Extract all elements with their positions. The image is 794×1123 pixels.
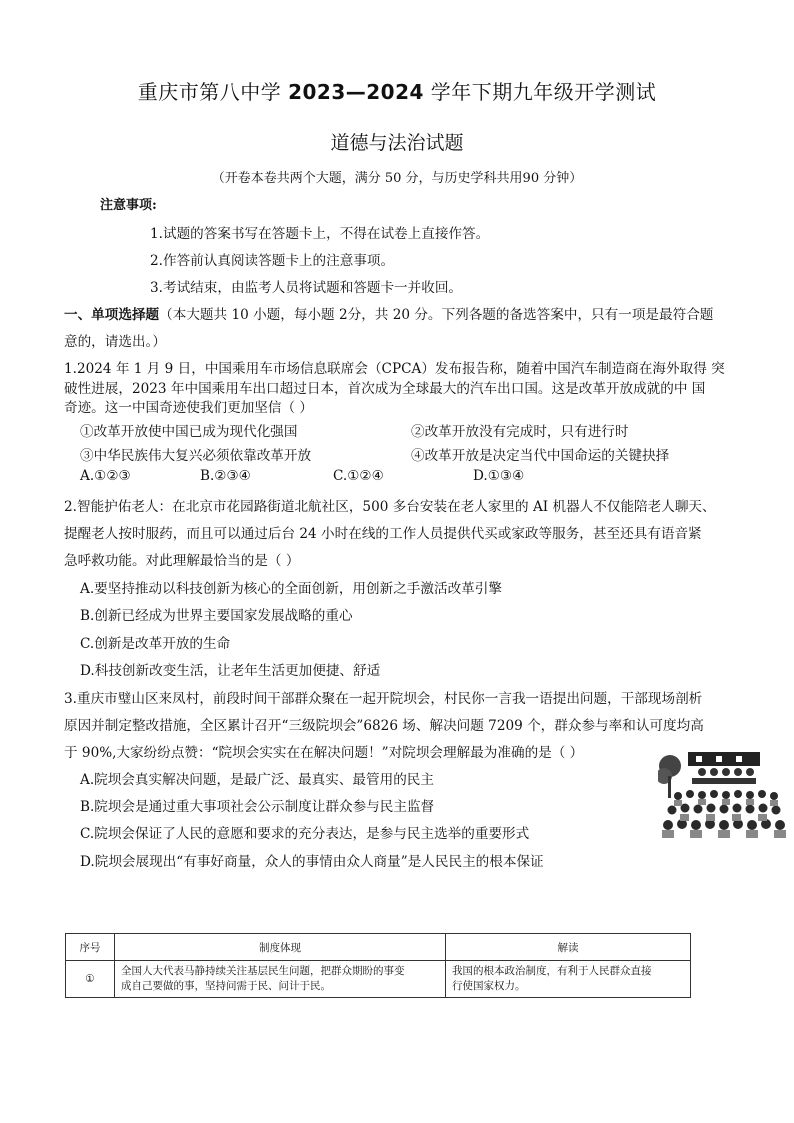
row-number: ① [66, 961, 115, 998]
section-heading: 一、单项选择题 [64, 307, 160, 323]
q3-stem: 于 90%,大家纷纷点赞：“院坝会实实在在解决问题！”对院坝会理解最为准确的是（ ） [64, 745, 584, 761]
q3-stem: 3.重庆市璧山区来凤村，前段时间干部群众聚在一起开院坝会，村民你一言我一语提出问题，干部现场剖析 [64, 691, 703, 707]
village-meeting-illustration-icon [658, 748, 790, 840]
q2-stem: 提醒老人按时服药，而且可以通过后台 24 小时在线的工作人员提供代买或家政等服务，甚至还具有语音紧 [64, 526, 702, 542]
q1-stem: 奇迹。这一中国奇迹使我们更加坚信（ ） [64, 400, 314, 416]
q1-choice-a: A.①②③ [80, 468, 131, 484]
row-reading-cell: 我国的根本政治制度，有利于人民群众直接 行使国家权力。 [446, 961, 691, 998]
exam-info: （开卷本卷共两个大题，满分 50 分，与历史学科共用90 分钟） [211, 171, 583, 186]
q1-statement: ③中华民族伟大复兴必须依靠改革开放 [80, 448, 312, 464]
q2-choice-c: C.创新是改革开放的生命 [80, 636, 231, 652]
q1-statement: ④改革开放是决定当代中国命运的关键抉择 [411, 448, 670, 464]
q1-statement: ①改革开放使中国已成为现代化强国 [80, 424, 298, 440]
row-system-cell: 全国人大代表马静持续关注基层民生问题，把群众期盼的事变 成自己要做的事，坚持问需于民、问计于民。 [115, 961, 446, 998]
q2-choice-b: B.创新已经成为世界主要国家发展战略的重心 [80, 608, 353, 624]
notice-item: 2.作答前认真阅读答题卡上的注意事项。 [150, 253, 395, 269]
q1-choice-d: D.①③④ [473, 468, 525, 484]
q1-stem: 破性进展，2023 年中国乘用车出口超过日本，首次成为全球最大的汽车出口国。这是改革开放成就的中 国 [64, 381, 706, 397]
column-header-number: 序号 [66, 934, 115, 961]
exam-title: 重庆市第八中学 2023—2024 学年下期九年级开学测试 [137, 80, 657, 104]
q3-stem: 原因并制定整改措施，全区累计召开“三级院坝会”6826 场、解决问题 7209 个，群众参与率和认可度均高 [64, 718, 704, 734]
q2-stem: 2.智能护佑老人：在北京市花园路街道北航社区，500 多台安装在老人家里的 AI 机器人不仅能陪老人聊天、 [64, 499, 716, 515]
q1-stem: 1.2024 年 1 月 9 日，中国乘用车市场信息联席会（CPCA）发布报告称，随着中国汽车制造商在海外取得 突 [64, 361, 725, 377]
q3-choice-b: B.院坝会是通过重大事项社会公示制度让群众参与民主监督 [80, 799, 435, 815]
notice-item: 3.考试结束，由监考人员将试题和答题卡一并收回。 [150, 280, 463, 296]
q3-choice-a: A.院坝会真实解决问题，是最广泛、最真实、最管用的民主 [80, 772, 434, 788]
exam-subject: 道德与法治试题 [330, 132, 464, 154]
column-header-system: 制度体现 [115, 934, 446, 961]
system-table [65, 933, 691, 998]
q1-choice-c: C.①②④ [333, 468, 384, 484]
section-intro: 一、单项选择题（本大题共 10 小题，每小题 2分，共 20 分。下列各题的备选答案中，只有一项是最符合题 [64, 307, 714, 323]
q3-choice-d: D.院坝会展现出“有事好商量，众人的事情由众人商量”是人民民主的根本保证 [80, 854, 544, 870]
q2-choice-a: A.要坚持推动以科技创新为核心的全面创新，用创新之手激活改革引擎 [80, 581, 502, 597]
q3-choice-c: C.院坝会保证了人民的意愿和要求的充分表达，是参与民主选举的重要形式 [80, 826, 530, 842]
q1-statement: ②改革开放没有完成时，只有进行时 [411, 424, 629, 440]
q1-choice-b: B.②③④ [200, 468, 251, 484]
q2-stem: 急呼救功能。对此理解最恰当的是（ ） [64, 553, 300, 569]
section-intro-cont: 意的，请选出。） [64, 334, 166, 350]
q2-choice-d: D.科技创新改变生活，让老年生活更加便捷、舒适 [80, 663, 381, 679]
notice-item: 1.试题的答案书写在答题卡上，不得在试卷上直接作答。 [150, 226, 490, 242]
notice-title: 注意事项: [100, 198, 157, 213]
table-header-row [66, 934, 691, 961]
column-header-reading: 解读 [446, 934, 691, 961]
table-row [66, 961, 691, 998]
